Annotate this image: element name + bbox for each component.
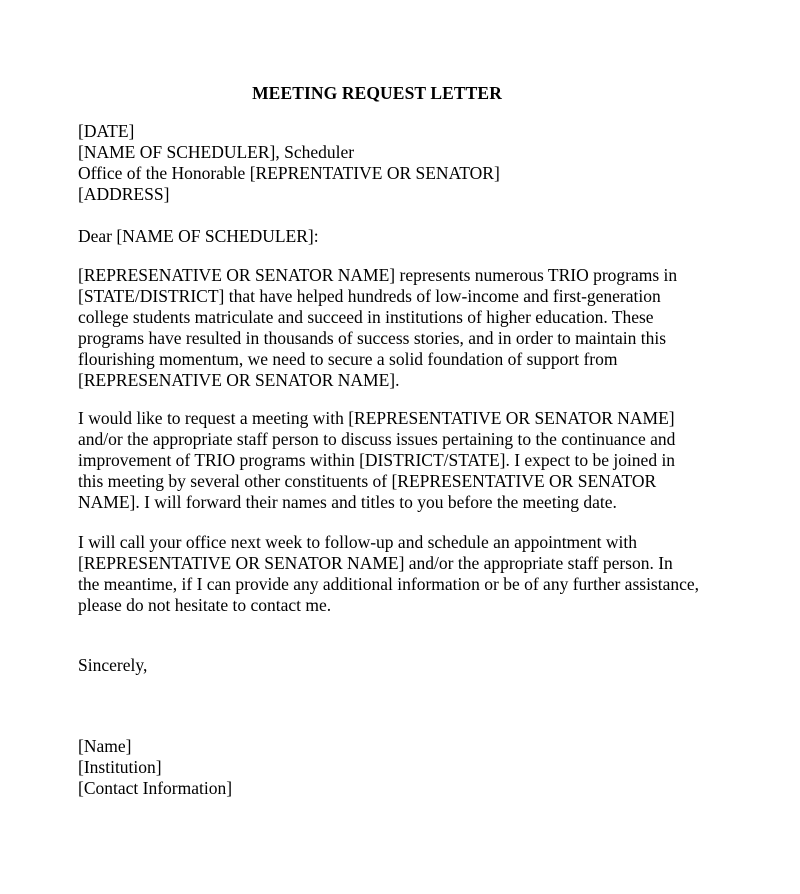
paragraph-line: improvement of TRIO programs within [DISTRICT/STATE]. I expect to be joined in [78,450,676,470]
signature-block [78,736,758,799]
address-scheduler-line: [NAME OF SCHEDULER], Scheduler [78,142,355,162]
paragraph-line: this meeting by several other constituents of [REPRESENTATIVE OR SENATOR [78,471,657,491]
paragraph-line: NAME]. I will forward their names and titles to you before the meeting date. [78,492,617,512]
recipient-address-block [78,121,758,205]
paragraph-line: [REPRESENATIVE OR SENATOR NAME] represents numerous TRIO programs in [78,265,678,285]
paragraph-line: please do not hesitate to contact me. [78,595,332,615]
paragraph-line: I would like to request a meeting with [REPRESENTATIVE OR SENATOR NAME] [78,408,675,428]
paragraph-line: [STATE/DISTRICT] that have helped hundreds of low-income and first-generation [78,286,661,306]
paragraph-followup [78,532,758,616]
address-office-line: Office of the Honorable [REPRENTATIVE OR SENATOR] [78,163,500,183]
address-date-line: [DATE] [78,121,135,141]
closing: Sincerely, [78,655,148,675]
paragraph-line: flourishing momentum, we need to secure a solid foundation of support from [78,349,618,369]
paragraph-line: [REPRESENTATIVE OR SENATOR NAME] and/or the appropriate staff person. In [78,553,673,573]
letter-title: MEETING REQUEST LETTER [252,83,502,103]
address-street-line: [ADDRESS] [78,184,170,204]
paragraph-line: and/or the appropriate staff person to discuss issues pertaining to the continuance and [78,429,676,449]
paragraph-line: college students matriculate and succeed in institutions of higher education. These [78,307,654,327]
salutation: Dear [NAME OF SCHEDULER]: [78,226,319,246]
signature-contact: [Contact Information] [78,778,233,798]
paragraph-line: programs have resulted in thousands of success stories, and in order to maintain this [78,328,667,348]
paragraph-line: I will call your office next week to follow-up and schedule an appointment with [78,532,638,552]
paragraph-intro [78,265,758,391]
signature-institution: [Institution] [78,757,162,777]
signature-name: [Name] [78,736,132,756]
paragraph-request [78,408,758,513]
paragraph-line: [REPRESENATIVE OR SENATOR NAME]. [78,370,400,390]
paragraph-line: the meantime, if I can provide any additional information or be of any further assistance, [78,574,700,594]
